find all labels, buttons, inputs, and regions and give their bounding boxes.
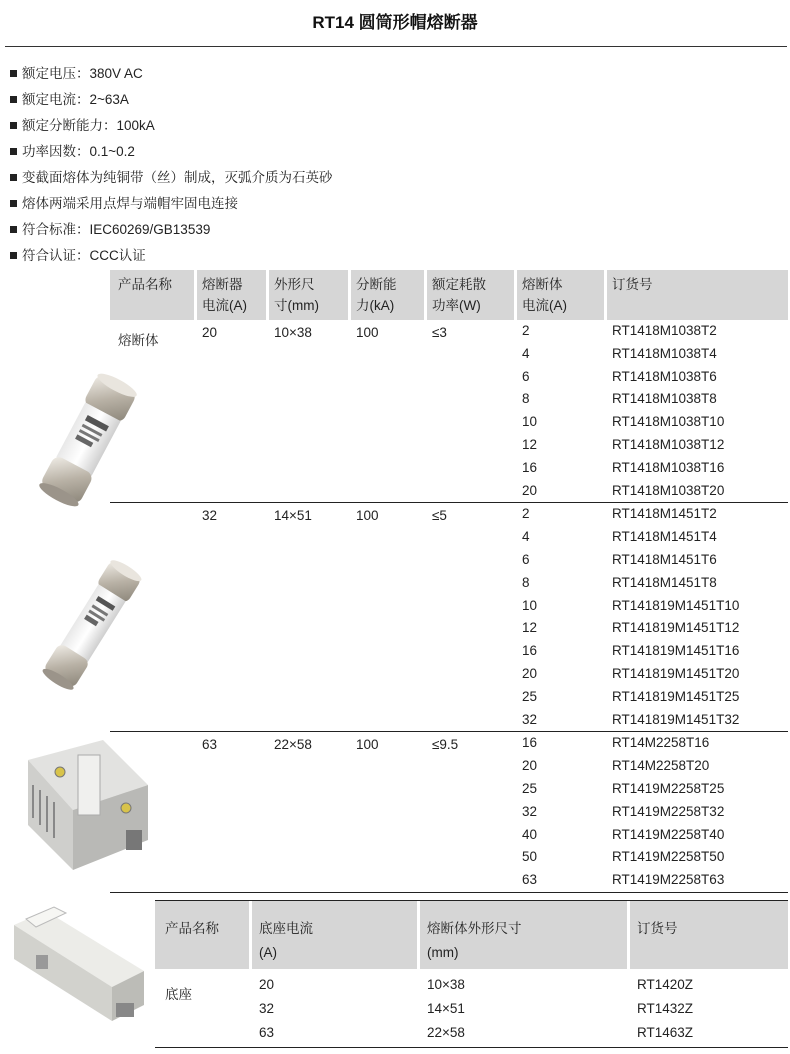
table-row: 8 RT1418M1451T8 xyxy=(522,574,717,590)
table-row: 2 RT1418M1451T2 xyxy=(522,506,717,522)
size: 14×51 xyxy=(274,508,312,524)
square-bullet-icon xyxy=(10,174,17,181)
base-current: 20 xyxy=(259,977,275,992)
spec-text: 符合标准：IEC60269/GB13539 xyxy=(22,222,211,237)
square-bullet-icon xyxy=(10,96,17,103)
product-name: 底座 xyxy=(165,987,192,1002)
breaking-capacity: 100 xyxy=(356,737,379,753)
fuse-spec-table xyxy=(110,270,788,893)
table-row: 8 RT1418M1038T8 xyxy=(522,391,717,407)
spec-item xyxy=(10,90,333,116)
table-row: 63 RT1419M2258T63 xyxy=(522,872,725,888)
table-row: 50 RT1419M2258T50 xyxy=(522,849,725,865)
cylindrical-fuse-10x38-image xyxy=(18,370,158,510)
header-order: 订货号 xyxy=(612,274,653,316)
spec-text: 额定电流：2~63A xyxy=(22,92,129,107)
table-group xyxy=(110,503,788,732)
table-row: 25 RT1419M2258T25 xyxy=(522,780,725,796)
table-header xyxy=(110,270,788,320)
header-breaking: 分断能 力(kA) xyxy=(356,274,397,316)
table-header xyxy=(155,901,788,969)
header-order: 订货号 xyxy=(637,921,678,936)
fuse-base-image xyxy=(6,905,156,1035)
table-group xyxy=(110,732,788,893)
order-number: RT1432Z xyxy=(637,1001,694,1016)
table-body xyxy=(155,969,788,1048)
spec-text: 额定电压：380V AC xyxy=(22,66,143,81)
square-bullet-icon xyxy=(10,70,17,77)
square-bullet-icon xyxy=(10,200,17,207)
header-base-current: 底座电流 (A) xyxy=(259,921,313,960)
square-bullet-icon xyxy=(10,226,17,233)
square-bullet-icon xyxy=(10,252,17,259)
product-name: 熔断体 xyxy=(118,333,159,348)
table-row: 40 RT1419M2258T40 xyxy=(522,826,725,842)
square-bullet-icon xyxy=(10,122,17,129)
spec-text: 熔体两端采用点焊与端帽牢固电连接 xyxy=(22,196,238,211)
breaking-capacity: 100 xyxy=(356,325,379,340)
header-product: 产品名称 xyxy=(118,274,172,316)
base-current: 63 xyxy=(259,1025,275,1040)
table-row: 6 RT1418M1038T6 xyxy=(522,368,717,384)
title-divider xyxy=(5,46,787,47)
spec-list xyxy=(10,64,333,272)
table-row: 6 RT1418M1451T6 xyxy=(522,551,717,567)
fuse-current: 20 xyxy=(202,325,218,340)
cylindrical-fuse-14x51-image xyxy=(22,555,162,695)
table-row: 32 RT141819M1451T32 xyxy=(522,711,740,727)
order-number: RT1420Z xyxy=(637,977,694,992)
square-bullet-icon xyxy=(10,148,17,155)
table-row: 10 RT141819M1451T10 xyxy=(522,597,740,613)
spec-text: 功率因数：0.1~0.2 xyxy=(22,144,135,159)
table-row: 20 RT141819M1451T20 xyxy=(522,665,740,681)
page-title: RT14 圆筒形帽熔断器 xyxy=(312,13,478,32)
spec-item xyxy=(10,64,333,90)
size: 22×58 xyxy=(274,737,312,753)
header-link-current: 熔断体 电流(A) xyxy=(522,274,567,316)
fuse-current: 32 xyxy=(202,508,218,524)
spec-text: 变截面熔体为纯铜带（丝）制成，灭弧介质为石英砂 xyxy=(22,170,333,185)
table-row: 16 RT141819M1451T16 xyxy=(522,643,740,659)
table-row: 2 RT1418M1038T2 xyxy=(522,323,717,338)
spec-item xyxy=(10,220,333,246)
table-row: 4 RT1418M1038T4 xyxy=(522,345,717,361)
spec-item xyxy=(10,116,333,142)
table-row: 32 RT1419M2258T32 xyxy=(522,803,725,819)
spec-item xyxy=(10,142,333,168)
spec-item xyxy=(10,194,333,220)
table-row: 16 RT1418M1038T16 xyxy=(522,459,725,475)
order-number: RT1463Z xyxy=(637,1025,694,1040)
size: 10×38 xyxy=(274,325,312,340)
header-size: 熔断体外形尺寸 (mm) xyxy=(427,921,522,960)
table-row: 16 RT14M2258T16 xyxy=(522,735,710,751)
size: 10×38 xyxy=(427,977,465,992)
size: 22×58 xyxy=(427,1025,465,1040)
table-row: 10 RT1418M1038T10 xyxy=(522,414,725,430)
spec-text: 符合认证：CCC认证 xyxy=(22,248,146,263)
table-row: 12 RT141819M1451T12 xyxy=(522,620,740,636)
power-loss: ≤3 xyxy=(432,325,447,340)
base-current: 32 xyxy=(259,1001,275,1016)
fuse-current: 63 xyxy=(202,737,218,753)
fuse-holder-image xyxy=(8,730,158,880)
table-group xyxy=(110,320,788,503)
header-size: 外形尺 寸(mm) xyxy=(274,274,319,316)
spec-item xyxy=(10,168,333,194)
header-fuse-current: 熔断器 电流(A) xyxy=(202,274,247,316)
header-loss: 额定耗散 功率(W) xyxy=(432,274,486,316)
table-row: 20 RT14M2258T20 xyxy=(522,758,710,774)
power-loss: ≤5 xyxy=(432,508,447,524)
power-loss: ≤9.5 xyxy=(432,737,459,753)
table-row: 4 RT1418M1451T4 xyxy=(522,529,717,545)
table-row: 25 RT141819M1451T25 xyxy=(522,688,740,704)
spec-text: 额定分断能力：100kA xyxy=(22,118,155,133)
table-row: 12 RT1418M1038T12 xyxy=(522,436,725,452)
breaking-capacity: 100 xyxy=(356,508,379,524)
header-product: 产品名称 xyxy=(165,921,219,936)
base-spec-table xyxy=(155,900,788,1048)
size: 14×51 xyxy=(427,1001,465,1016)
table-row: 20 RT1418M1038T20 xyxy=(522,482,725,498)
spec-item xyxy=(10,246,333,272)
